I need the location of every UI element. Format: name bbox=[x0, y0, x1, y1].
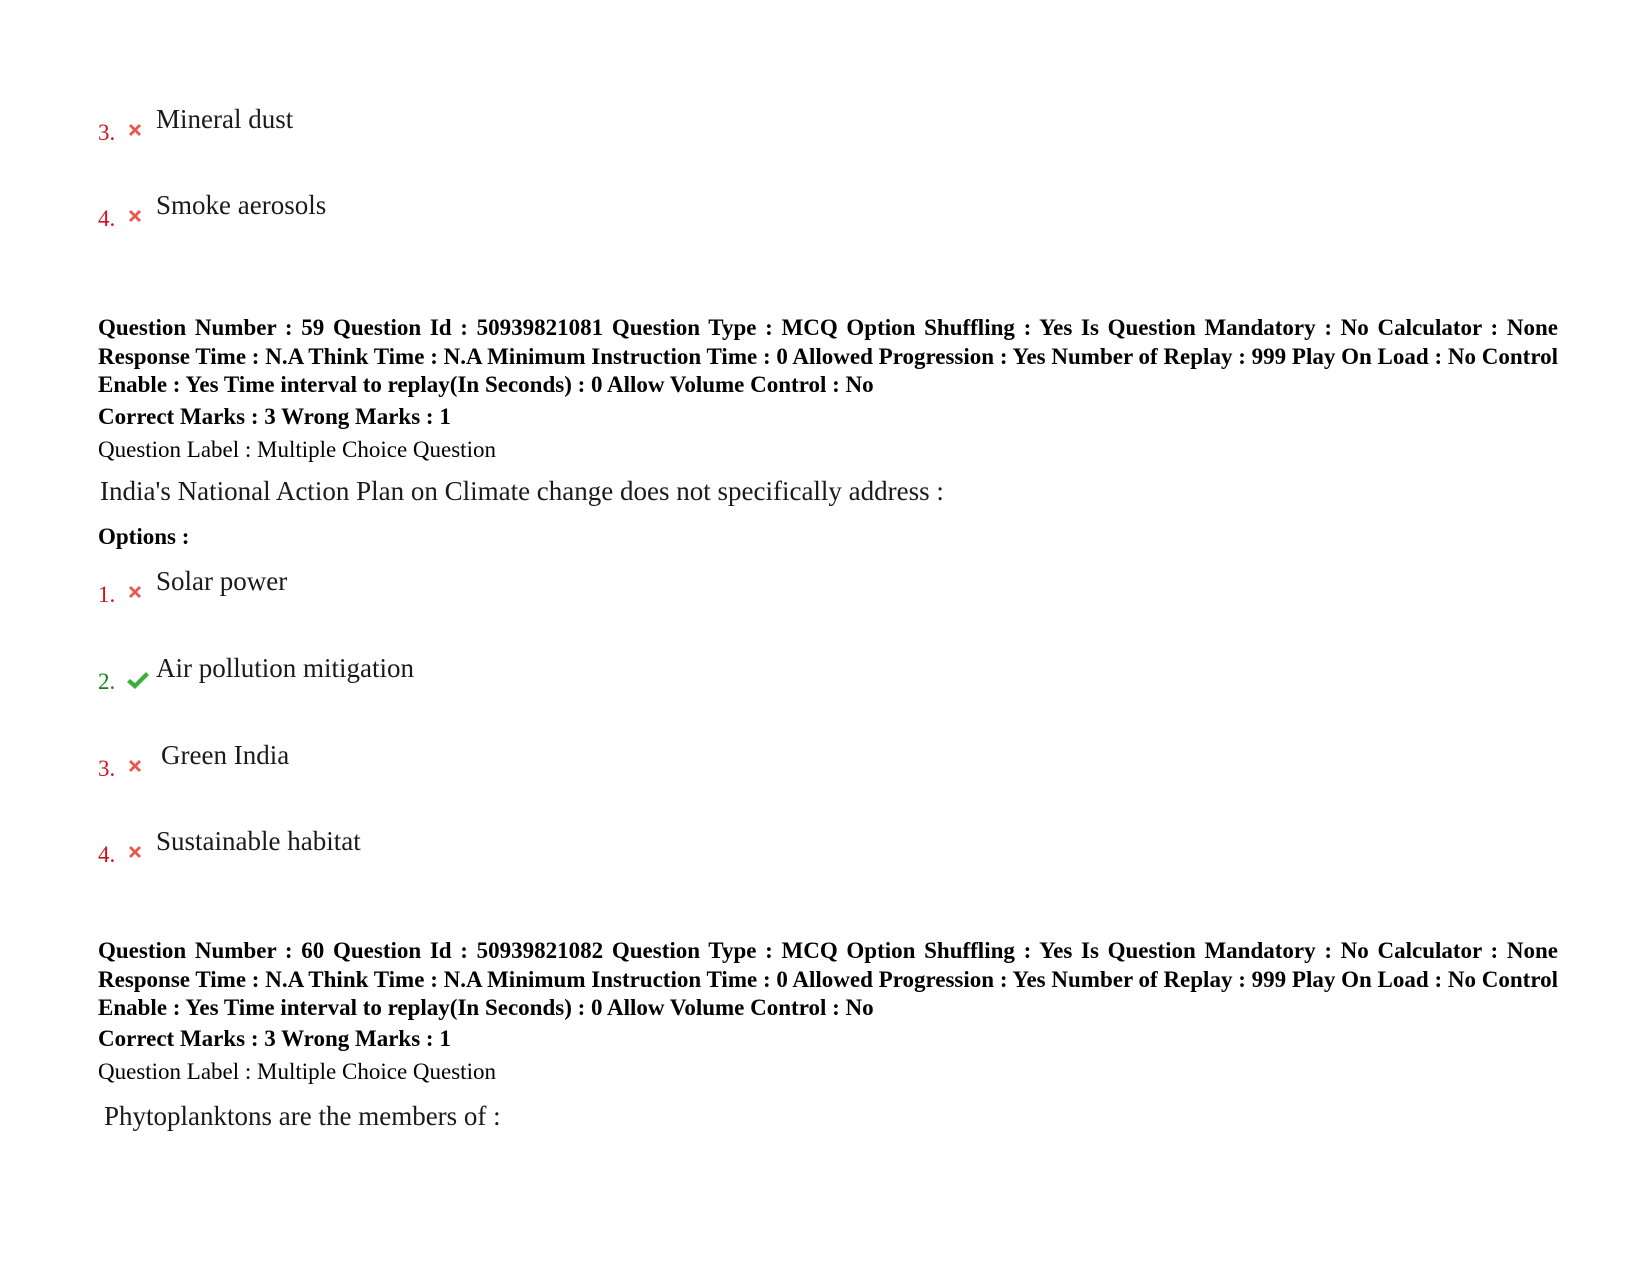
question-59-label: Question Label : Multiple Choice Question bbox=[98, 437, 496, 462]
cross-icon bbox=[126, 208, 144, 226]
prev-option-3 bbox=[98, 104, 798, 144]
check-icon bbox=[126, 671, 150, 691]
q59-option-4 bbox=[98, 826, 798, 866]
option-number: 1. bbox=[98, 582, 116, 607]
option-text: Sustainable habitat bbox=[156, 826, 361, 856]
option-text: Smoke aerosols bbox=[156, 190, 327, 220]
question-60-text: Phytoplanktons are the members of : bbox=[104, 1101, 501, 1131]
option-number: 3. bbox=[98, 120, 116, 145]
options-heading: Options : bbox=[98, 524, 190, 549]
question-60-label: Question Label : Multiple Choice Question bbox=[98, 1059, 496, 1084]
option-text: Solar power bbox=[156, 566, 288, 596]
question-60-meta: Question Number : 60 Question Id : 50939821082 Question Type : MCQ Option Shuffling : Yes Is Question Mandatory : No Calculator : None Response Time : N.A Think Time : N.A Minimum Instruction Time : 0 Allowed Progression : Yes Number of Replay : 999 Play On Load : No Control Enable : Yes Time interval to replay(In Seconds) : 0 Allow Volume Control : No bbox=[98, 938, 1558, 1020]
cross-icon bbox=[126, 122, 144, 140]
question-59-meta: Question Number : 59 Question Id : 50939821081 Question Type : MCQ Option Shuffling : Yes Is Question Mandatory : No Calculator : None Response Time : N.A Think Time : N.A Minimum Instruction Time : 0 Allowed Progression : Yes Number of Replay : 999 Play On Load : No Control Enable : Yes Time interval to replay(In Seconds) : 0 Allow Volume Control : No bbox=[98, 315, 1558, 397]
option-number: 4. bbox=[98, 842, 116, 867]
cross-icon bbox=[126, 844, 144, 862]
q59-option-3 bbox=[98, 740, 798, 780]
q59-option-1 bbox=[98, 566, 798, 606]
cross-icon bbox=[126, 758, 144, 776]
option-text: Green India bbox=[161, 740, 290, 770]
q59-option-2 bbox=[98, 653, 798, 693]
prev-option-4 bbox=[98, 190, 798, 230]
option-number: 2. bbox=[98, 669, 116, 694]
question-59-text: India's National Action Plan on Climate change does not specifically address : bbox=[100, 476, 944, 506]
option-number: 4. bbox=[98, 206, 116, 231]
option-number: 3. bbox=[98, 756, 116, 781]
question-59-marks: Correct Marks : 3 Wrong Marks : 1 bbox=[98, 404, 451, 429]
question-60-marks: Correct Marks : 3 Wrong Marks : 1 bbox=[98, 1026, 451, 1051]
cross-icon bbox=[126, 584, 144, 602]
option-text: Mineral dust bbox=[156, 104, 294, 134]
option-text: Air pollution mitigation bbox=[156, 653, 414, 683]
